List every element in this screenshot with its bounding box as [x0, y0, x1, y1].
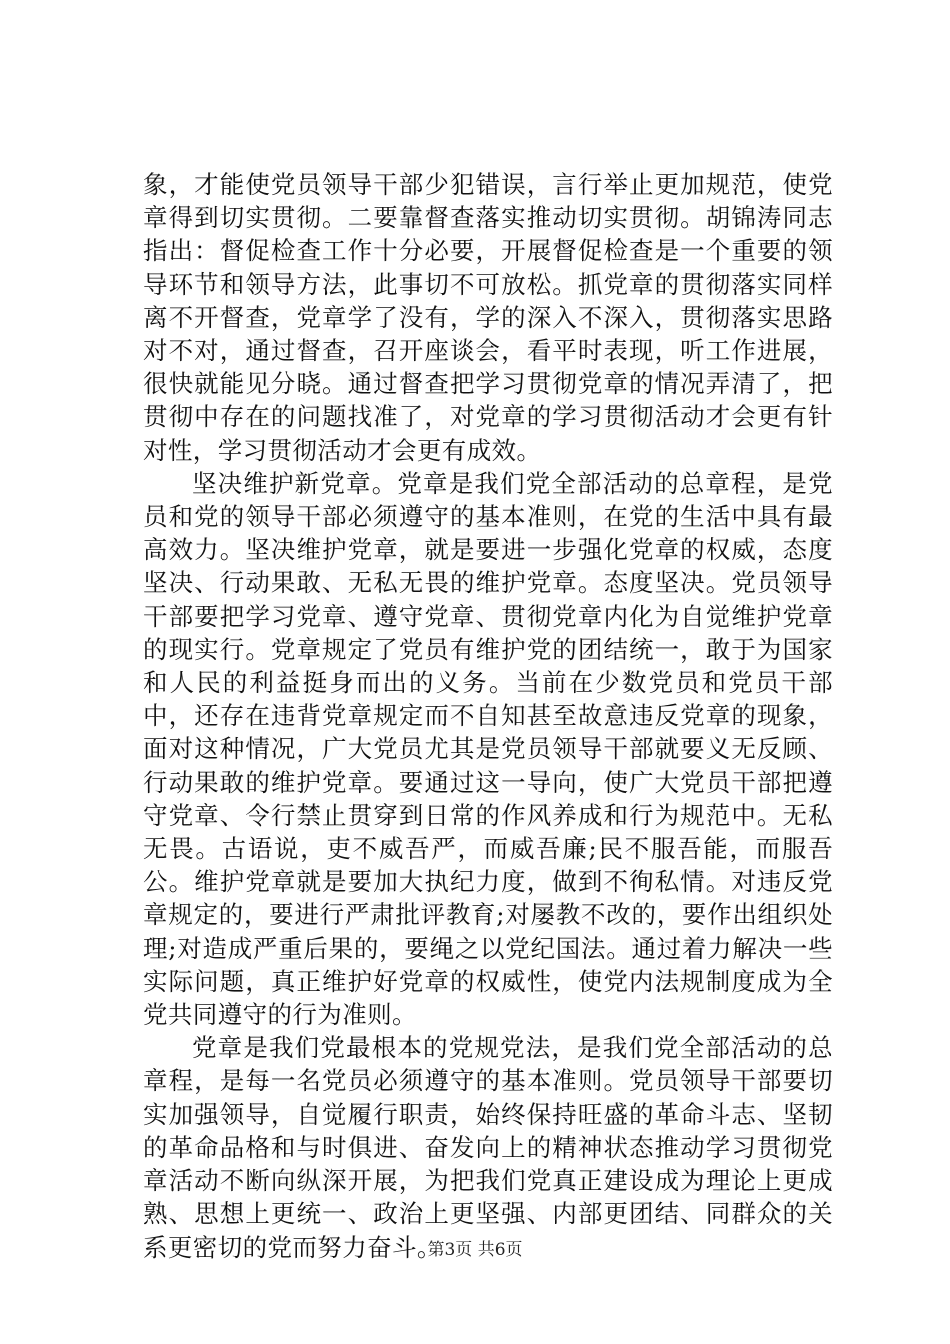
- page-footer: 第3页 共6页: [427, 1240, 523, 1260]
- paragraph-maintain-party-constitution: 坚决维护新党章。党章是我们党全部活动的总章程，是党员和党的领导干部必须遵守的基本准则，在党的生活中具有最高效力。坚决维护党章，就是要进一步强化党章的权威，态度坚决、行动果敢、无私无畏的维护党章。态度坚决。党员领导干部要把学习党章、遵守党章、贯彻党章内化为自觉维护党章的现实行。党章规定了党员有维护党的团结统一，敢于为国家和人民的利益挺身而出的义务。当前在少数党员和党员干部中，还存在违背党章规定而不自知甚至故意违反党章的现象，面对这种情况，广大党员尤其是党员领导干部就要义无反顾、行动果敢的维护党章。要通过这一导向，使广大党员干部把遵守党章、令行禁止贯穿到日常的作风养成和行为规范中。无私无畏。古语说，吏不威吾严，而威吾廉;民不服吾能，而服吾公。维护党章就是要加大执纪力度，做到不徇私情。对违反党章规定的，要进行严肃批评教育;对屡教不改的，要作出组织处理;对造成严重后果的，要绳之以党纪国法。通过着力解决一些实际问题，真正维护好党章的权威性，使党内法规制度成为全党共同遵守的行为准则。: [143, 468, 833, 1030]
- paragraph-conclusion: 党章是我们党最根本的党规党法，是我们党全部活动的总章程，是每一名党员必须遵守的基本准则。党员领导干部要切实加强领导，自觉履行职责，始终保持旺盛的革命斗志、坚韧的革命品格和与时俱进、奋发向上的精神状态推动学习贯彻党章活动不断向纵深开展，为把我们党真正建设成为理论上更成熟、思想上更统一、政治上更坚强、内部更团结、同群众的关系更密切的党而努力奋斗。: [143, 1033, 833, 1262]
- body-text: [143, 168, 833, 1264]
- paragraph-continued: 象，才能使党员领导干部少犯错误，言行举止更加规范，使党章得到切实贯彻。二要靠督查落实推动切实贯彻。胡锦涛同志指出：督促检查工作十分必要，开展督促检查是一个重要的领导环节和领导方法，此事切不可放松。抓党章的贯彻落实同样离不开督查，党章学了没有，学的深入不深入，贯彻落实思路对不对，通过督查，召开座谈会，看平时表现，听工作进展，很快就能见分晓。通过督查把学习贯彻党章的情况弄清了，把贯彻中存在的问题找准了，对党章的学习贯彻活动才会更有针对性，学习贯彻活动才会更有成效。: [143, 170, 833, 465]
